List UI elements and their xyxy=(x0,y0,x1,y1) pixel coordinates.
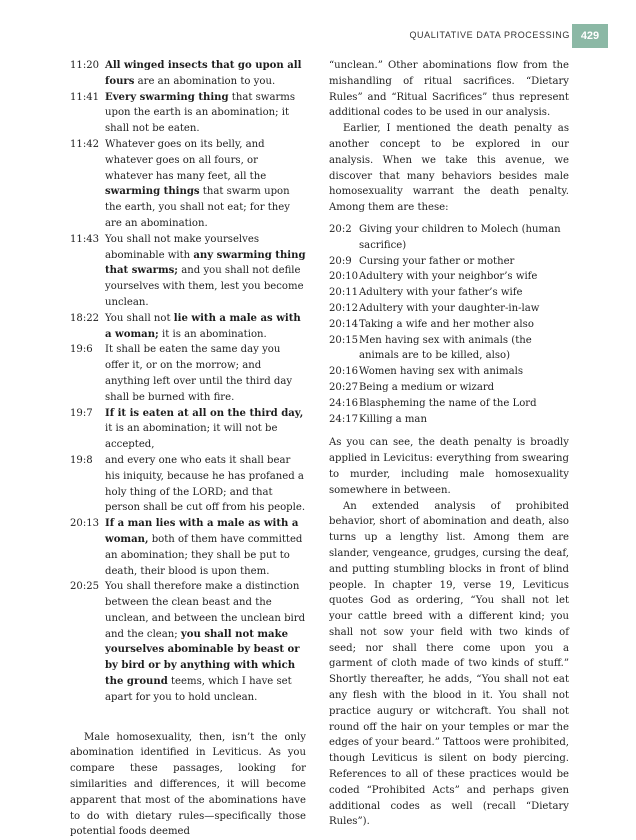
verse-segment: it is an abomination; it will not be accepted, xyxy=(105,423,278,451)
list-text: Killing a man xyxy=(359,413,427,425)
left-column xyxy=(70,58,306,840)
verse-text xyxy=(105,311,306,343)
list-ref: 20:12 xyxy=(329,302,359,314)
verse-text xyxy=(105,579,306,705)
verse-segment: that swarm upon the earth, you shall not eat; for they are an abomination. xyxy=(105,186,290,229)
list-ref: 20:11 xyxy=(329,287,359,299)
verse-text xyxy=(105,516,306,579)
body-paragraph: As you can see, the death penalty is broadly applied in Levicitus: everything from swearing to murder, including male homosexuality somewhere in between. xyxy=(329,437,569,496)
list-item xyxy=(329,333,569,365)
verse-item xyxy=(70,342,306,405)
verse-segment: teems, which I have set apart for you to hold unclean. xyxy=(105,676,292,703)
list-ref: 20:15 xyxy=(329,334,359,346)
verse-item xyxy=(70,311,306,343)
list-ref: 20:2 xyxy=(329,223,352,235)
death-penalty-list xyxy=(329,222,569,427)
running-title: QUALITATIVE DATA PROCESSING xyxy=(409,30,570,40)
list-ref: 20:10 xyxy=(329,271,359,283)
list-item xyxy=(329,254,569,270)
list-ref: 24:16 xyxy=(329,397,359,409)
list-item xyxy=(329,396,569,412)
verse-emphasis: swarming things xyxy=(105,186,200,198)
verse-text xyxy=(105,137,306,232)
verse-ref: 11:41 xyxy=(70,91,100,103)
verse-segment: that swarms upon the earth is an abomination; it shall not be eaten. xyxy=(105,91,296,135)
verse-emphasis: If a man lies with a male as with a woman, xyxy=(105,518,299,545)
verse-emphasis: Every swarming thing xyxy=(105,91,229,103)
verse-segment: both of them have committed an abomination; they shall be put to death, their blood is upon them. xyxy=(105,533,303,577)
verse-emphasis: lie with a male as with a woman; xyxy=(105,312,301,340)
verse-text xyxy=(105,90,306,137)
list-ref: 20:14 xyxy=(329,318,359,330)
verse-segment: You shall therefore make a distinction between the clean beast and the unclean, and between the unclean bird and the clean; xyxy=(105,581,306,640)
list-item xyxy=(329,269,569,285)
body-paragraph: “unclean.” Other abominations flow from the mishandling of ritual sacrifices. “Dietary Rules” and “Ritual Sacrifices” thus represent additional codes to be used in our analysis. xyxy=(329,60,569,119)
right-column xyxy=(329,58,569,830)
list-item xyxy=(329,317,569,333)
verse-item xyxy=(70,516,306,579)
list-text: Blaspheming the name of the Lord xyxy=(359,397,537,409)
verse-item xyxy=(70,406,306,453)
list-item xyxy=(329,222,569,254)
list-item xyxy=(329,285,569,301)
verse-segment: and every one who eats it shall bear his iniquity, because he has profaned a holy thing of the LORD; and that person shall be cut off from his people. xyxy=(105,454,306,514)
list-item xyxy=(329,412,569,428)
list-item xyxy=(329,364,569,380)
verse-ref: 11:42 xyxy=(70,138,100,150)
list-ref: 20:9 xyxy=(329,255,352,267)
list-text: Women having sex with animals xyxy=(359,366,524,378)
body-paragraph: Male homosexuality, then, isn’t the only abomination identified in Leviticus. As you compare these passages, looking for similarities and differences, it will become apparent that most of the abominations have to do with dietary rules—specifically those potential foods deemed xyxy=(70,731,306,838)
list-text: Adultery with your neighbor’s wife xyxy=(359,271,538,283)
verse-text xyxy=(105,406,306,453)
verse-ref: 19:7 xyxy=(70,407,93,419)
verse-item xyxy=(70,137,306,232)
verse-ref: 11:43 xyxy=(70,233,100,245)
verse-emphasis: you shall not make yourselves abominable by beast or by bird or by anything with which the ground xyxy=(105,628,300,688)
verse-ref: 20:13 xyxy=(70,518,100,530)
verse-segment: are an abomination to you. xyxy=(134,75,276,87)
list-text: Taking a wife and her mother also xyxy=(359,318,534,330)
list-item xyxy=(329,301,569,317)
verse-item xyxy=(70,58,306,90)
list-ref: 20:27 xyxy=(329,381,359,393)
verse-item xyxy=(70,232,306,311)
verse-segment: You shall not xyxy=(105,312,174,324)
list-item xyxy=(329,380,569,396)
body-paragraph: An extended analysis of prohibited behavior, short of abomination and death, also turns up a lengthy list. Among them are slander, vengeance, grudges, cursing the deaf, and putting stumbling blocks in front of blind people. In chapter 19, verse 19, Leviticus quotes God as ordering, “You shall not let your cattle breed with a different kind; you shall not sow your field with two kinds of seed; nor shall there come upon you a garment of cloth made of two kinds of stuff.” Shortly thereafter, he adds, “You shall not eat any flesh with the blood in it. You shall not practice augury or witchcraft. You shall not round off the hair on your temples or mar the edges of your beard.” Tattoos were prohibited, though Leviticus is silent on body piercing. References to all of these practices would be coded “Prohibited Acts” and perhaps given additional codes as well (recall “Dietary Rules”). xyxy=(329,500,569,828)
verse-ref: 19:8 xyxy=(70,454,93,466)
verse-list xyxy=(70,58,306,706)
verse-text xyxy=(105,342,306,405)
list-text: Men having sex with animals (the animals are to be killed, also) xyxy=(359,334,532,362)
page-number: 429 xyxy=(572,24,608,48)
verse-item xyxy=(70,579,306,705)
list-text: Giving your children to Molech (human sacrifice) xyxy=(359,223,561,251)
list-ref: 20:16 xyxy=(329,366,359,378)
verse-ref: 11:20 xyxy=(70,60,100,71)
list-text: Cursing your father or mother xyxy=(359,255,515,267)
verse-segment: It shall be eaten the same day you offer it, or on the morrow; and anything left over until the third day shall be burned with fire. xyxy=(105,344,293,403)
verse-item xyxy=(70,453,306,516)
verse-emphasis: If it is eaten at all on the third day, xyxy=(105,407,304,419)
verse-emphasis: All winged insects that go upon all fours xyxy=(105,60,302,87)
verse-segment: Whatever goes on its belly, and whatever goes on all fours, or whatever has many feet, all the xyxy=(105,138,267,182)
body-paragraph: Earlier, I mentioned the death penalty as another concept to be explored in our analysis. When we take this avenue, we discover that many behaviors besides male homosexuality warrant the death penalty. Among them are these: xyxy=(329,123,569,214)
verse-text xyxy=(105,232,306,311)
verse-segment: You shall not make yourselves abominable with xyxy=(105,233,260,261)
verse-text xyxy=(105,453,306,516)
verse-ref: 18:22 xyxy=(70,312,100,324)
verse-emphasis: any swarming thing that swarms; xyxy=(105,249,306,277)
list-ref: 24:17 xyxy=(329,413,359,425)
list-text: Being a medium or wizard xyxy=(359,381,495,393)
list-text: Adultery with your father’s wife xyxy=(359,287,523,299)
verse-segment: and you shall not defile yourselves with them, lest you become unclean. xyxy=(105,265,304,308)
list-text: Adultery with your daughter-in-law xyxy=(359,302,540,314)
verse-ref: 20:25 xyxy=(70,581,100,593)
verse-ref: 19:6 xyxy=(70,344,93,356)
verse-text xyxy=(105,58,306,90)
verse-segment: it is an abomination. xyxy=(158,328,267,340)
verse-item xyxy=(70,90,306,137)
